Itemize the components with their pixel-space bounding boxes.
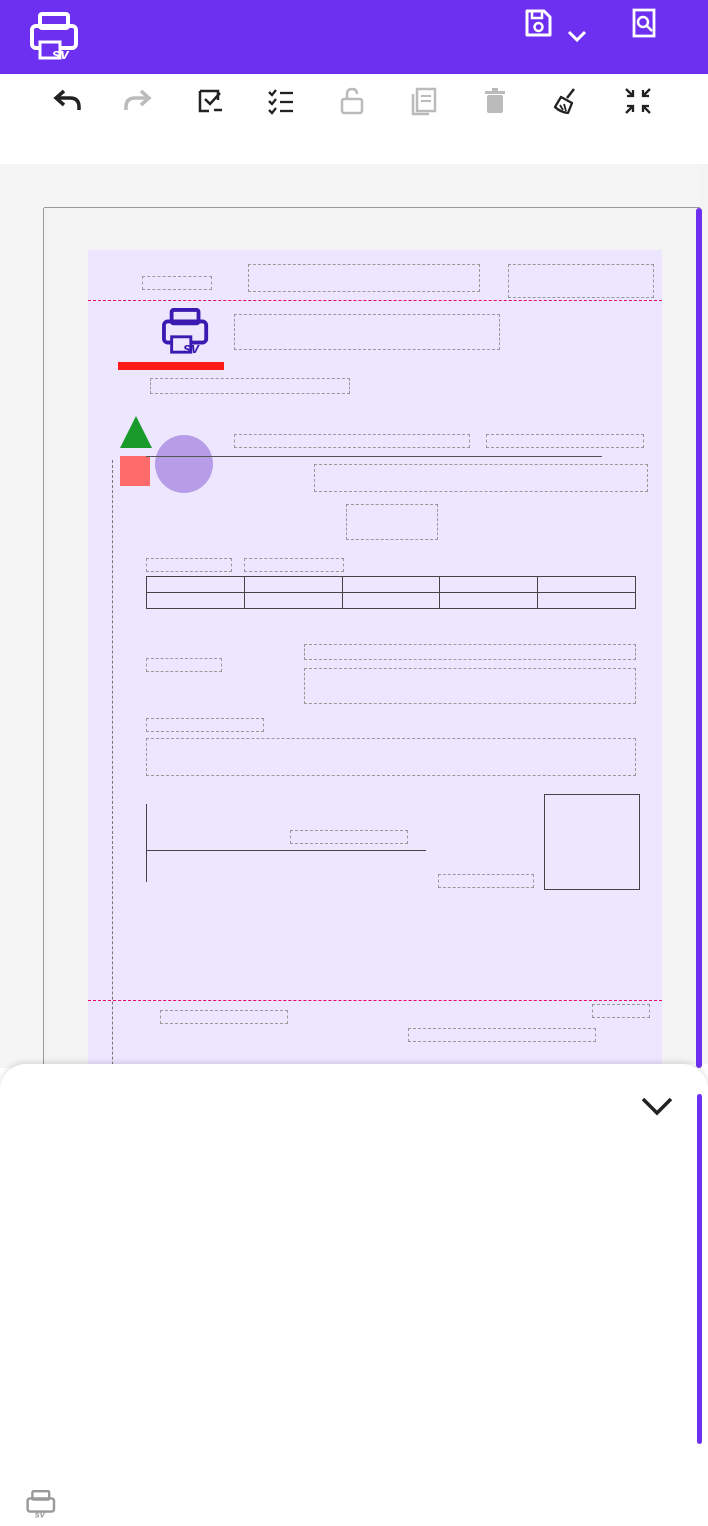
toolbar [0, 74, 708, 164]
long-text-page-label[interactable] [146, 718, 264, 732]
chevron-down-icon[interactable] [565, 26, 589, 46]
unlock-button[interactable] [322, 86, 382, 124]
zoom-button[interactable] [608, 86, 668, 124]
undo-button[interactable] [37, 86, 97, 124]
config-table-label[interactable] [146, 658, 222, 672]
footer-line[interactable] [88, 1000, 662, 1001]
custom-module-text[interactable] [304, 644, 636, 660]
save-icon [523, 8, 553, 38]
html-note[interactable] [160, 1010, 288, 1024]
undo-icon [52, 86, 82, 116]
horizontal-line-1[interactable] [146, 456, 602, 457]
header-line[interactable] [88, 300, 662, 301]
svg-text:sv: sv [34, 1509, 45, 1520]
panel-scrollbar[interactable] [697, 1094, 702, 1444]
broom-icon [552, 86, 582, 116]
click-note[interactable] [234, 434, 470, 448]
clone-button[interactable] [394, 86, 454, 124]
multi-select-icon [195, 86, 225, 116]
horizontal-line-2[interactable] [146, 850, 426, 851]
gs1-label[interactable] [346, 504, 438, 540]
gs1-databar-element[interactable] [146, 496, 342, 537]
red-square-shape[interactable] [120, 456, 154, 490]
ruler-corner [0, 164, 44, 208]
support-text[interactable] [508, 264, 654, 298]
svg-text:sv: sv [183, 341, 200, 356]
barcode-element[interactable] [360, 374, 532, 405]
svg-text:sv: sv [52, 46, 69, 62]
watermark [448, 820, 458, 846]
config-module-text[interactable] [304, 668, 636, 704]
save-button[interactable] [508, 8, 568, 40]
unlock-icon [337, 86, 367, 116]
table-footer-row[interactable] [147, 592, 636, 608]
app-logo-icon [30, 12, 82, 62]
preview-icon [629, 8, 659, 38]
logo-image[interactable] [162, 308, 212, 361]
red-area-label[interactable] [146, 558, 232, 572]
redo-button[interactable] [108, 86, 168, 124]
zoom-icon [623, 86, 653, 116]
footer-logo-icon [26, 1490, 58, 1520]
table-note[interactable] [314, 464, 648, 492]
design-canvas[interactable] [0, 164, 708, 1064]
clone-icon [409, 86, 439, 116]
footer-note[interactable] [408, 1028, 596, 1042]
main-title[interactable] [248, 264, 480, 292]
data-table[interactable] [146, 576, 636, 609]
long-text-element[interactable] [146, 738, 636, 776]
chevron-down-icon[interactable] [640, 1094, 674, 1118]
svg-note-text[interactable] [234, 314, 500, 350]
print-paper[interactable] [88, 250, 662, 1090]
footer-bar [0, 1484, 708, 1526]
rectangle-label[interactable] [438, 874, 534, 888]
redo-icon [123, 86, 153, 116]
component-panel[interactable] [0, 1064, 708, 1526]
header-line-label[interactable] [142, 276, 212, 290]
red-bar-text[interactable] [118, 362, 224, 370]
canvas-scrollbar[interactable] [696, 208, 702, 1068]
table-row[interactable] [147, 576, 636, 592]
vertical-ruler [0, 208, 44, 1068]
watermark [148, 820, 158, 846]
purple-circle-shape[interactable] [154, 434, 214, 494]
preview-button[interactable] [614, 8, 674, 40]
select-all-button[interactable] [251, 86, 311, 124]
resize-note[interactable] [150, 378, 350, 394]
app-header [0, 0, 708, 74]
footer-line-label[interactable] [592, 1004, 650, 1018]
horizontal-line-label[interactable] [290, 830, 408, 844]
delete-button[interactable] [465, 86, 525, 124]
dm-code-element[interactable] [458, 494, 522, 555]
default-note[interactable] [486, 434, 644, 448]
triangle-shape[interactable] [118, 414, 158, 450]
select-all-icon [266, 86, 296, 116]
delete-icon [480, 86, 510, 116]
vertical-line[interactable] [146, 804, 147, 882]
multi-select-button[interactable] [180, 86, 240, 124]
qrcode-element[interactable] [574, 360, 624, 405]
clear-button[interactable] [537, 86, 597, 124]
column-drag-label[interactable] [244, 558, 344, 572]
rectangle-shape[interactable] [544, 794, 640, 890]
horizontal-ruler [44, 164, 700, 208]
